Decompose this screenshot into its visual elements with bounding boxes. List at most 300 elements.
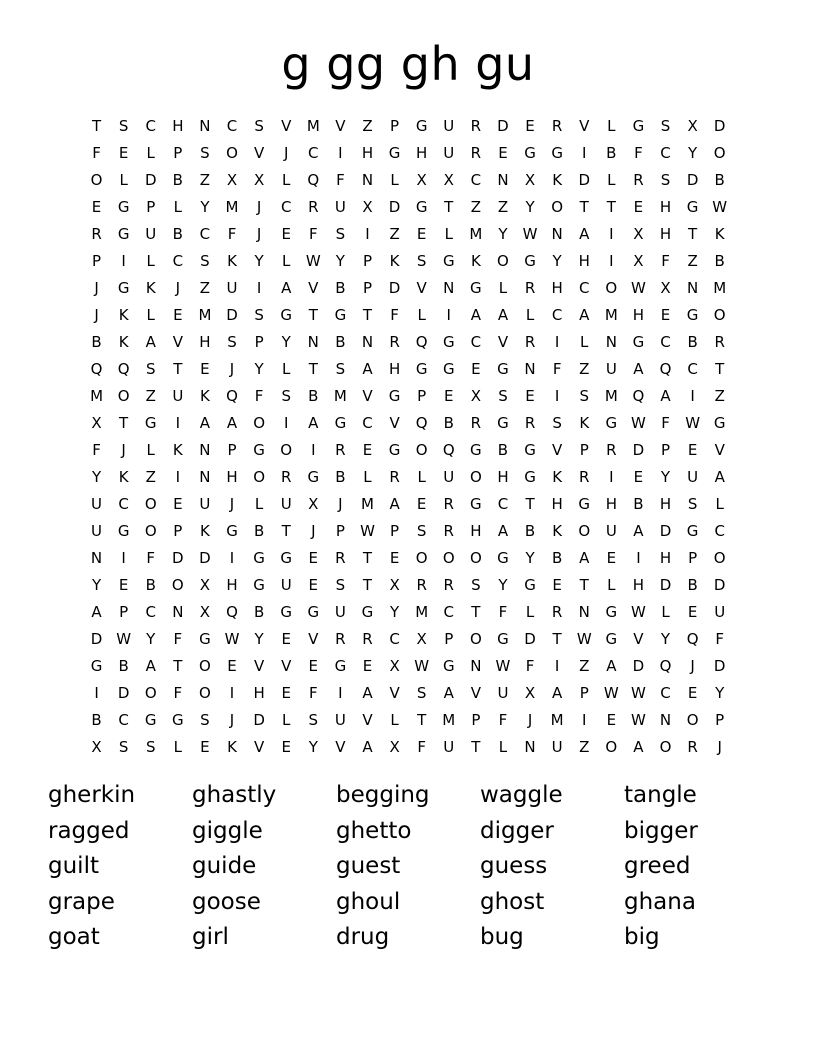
grid-letter: H (659, 495, 672, 513)
grid-letter: O (415, 441, 428, 459)
grid-letter: H (388, 360, 401, 378)
grid-letter: U (687, 468, 699, 486)
word-list-item: ghoul (336, 888, 401, 915)
grid-letter: A (606, 657, 617, 675)
grid-row (83, 707, 735, 734)
grid-letter: G (415, 360, 428, 378)
grid-letter: G (388, 387, 401, 405)
grid-letter: E (687, 684, 698, 702)
grid-letter: L (282, 711, 291, 729)
grid-letter: R (470, 144, 482, 162)
grid-letter: G (524, 441, 536, 459)
grid-letter: W (631, 603, 646, 621)
grid-letter: M (415, 603, 429, 621)
grid-letter: F (173, 684, 183, 702)
grid-letter: Z (362, 117, 373, 135)
grid-letter: E (281, 738, 291, 756)
grid-letter: G (117, 279, 130, 297)
grid-letter: N (470, 657, 482, 675)
grid-letter: Y (254, 360, 264, 378)
grid-letter: N (524, 360, 536, 378)
grid-letter: G (632, 117, 645, 135)
grid-letter: Z (497, 198, 509, 216)
word-list-item: guest (336, 853, 401, 879)
grid-letter: X (91, 738, 102, 756)
grid-letter: C (199, 225, 211, 243)
grid-letter: E (308, 549, 319, 567)
grid-letter: B (687, 576, 698, 594)
grid-letter: G (334, 306, 347, 324)
grid-letter: D (388, 279, 401, 297)
grid-letter: G (497, 549, 509, 567)
word-list-item: tangle (624, 782, 697, 808)
grid-letter: L (282, 252, 291, 270)
grid-letter: S (471, 576, 481, 594)
grid-letter: C (118, 711, 129, 729)
grid-letter: G (117, 198, 130, 216)
grid-letter: H (226, 576, 238, 594)
grid-letter: F (417, 738, 426, 756)
grid-letter: D (144, 171, 157, 189)
grid-letter: R (524, 333, 536, 351)
grid-letter: C (660, 144, 671, 162)
grid-letter: F (552, 360, 562, 378)
grid-letter: G (388, 441, 401, 459)
grid-letter: C (470, 333, 482, 351)
grid-letter: R (443, 495, 454, 513)
grid-letter: C (226, 117, 238, 135)
grid-letter: B (335, 333, 346, 351)
grid-letter: C (145, 603, 156, 621)
grid-letter: O (90, 171, 103, 189)
grid-letter: G (713, 414, 726, 432)
word-list-item: ghetto (336, 817, 412, 844)
grid-letter: Z (714, 387, 725, 405)
grid-letter: A (579, 549, 590, 567)
grid-letter: T (91, 117, 102, 135)
grid-letter: P (688, 549, 698, 567)
grid-letter: X (389, 657, 400, 675)
grid-letter: G (686, 522, 699, 540)
grid-letter: U (334, 198, 346, 216)
grid-letter: V (281, 657, 292, 675)
grid-letter: Y (308, 738, 318, 756)
grid-letter: U (605, 360, 617, 378)
grid-letter: I (690, 387, 695, 405)
grid-letter: E (552, 576, 562, 594)
grid-letter: Y (254, 252, 264, 270)
grid-letter: G (144, 711, 157, 729)
grid-letter: H (253, 684, 265, 702)
grid-letter: P (579, 684, 589, 702)
grid-letter: T (525, 495, 535, 513)
grid-letter: P (119, 603, 129, 621)
word-list-item: girl (192, 924, 229, 950)
grid-letter: U (91, 495, 103, 513)
grid-letter: Q (686, 630, 699, 648)
grid-letter: G (253, 549, 265, 567)
grid-letter: G (144, 414, 157, 432)
grid-letter: M (713, 279, 727, 297)
grid-letter: C (172, 252, 184, 270)
grid-letter: M (550, 711, 564, 729)
grid-letter: U (226, 279, 238, 297)
grid-letter: O (605, 279, 618, 297)
grid-letter: U (172, 387, 184, 405)
grid-letter: B (714, 252, 725, 270)
grid-letter: I (256, 279, 262, 297)
grid-letter: O (469, 630, 482, 648)
grid-letter: L (607, 171, 616, 189)
word-list-item: guide (192, 853, 257, 879)
grid-letter: C (389, 630, 400, 648)
grid-letter: V (470, 684, 481, 702)
grid-letter: O (497, 252, 509, 270)
grid-letter: H (551, 279, 563, 297)
grid-letter: P (254, 333, 264, 351)
grid-letter: M (198, 306, 212, 324)
grid-letter: P (715, 711, 725, 729)
grid-letter: D (713, 576, 726, 594)
grid-letter: Y (91, 576, 102, 594)
grid-letter: S (145, 360, 156, 378)
grid-letter: I (582, 711, 587, 729)
grid-letter: A (145, 333, 156, 351)
word-list-item: greed (624, 853, 691, 879)
grid-letter: R (524, 279, 536, 297)
grid-letter: K (200, 522, 210, 540)
grid-letter: Z (199, 171, 211, 189)
grid-letter: Z (145, 468, 156, 486)
grid-letter: R (606, 441, 617, 459)
grid-letter: T (173, 360, 183, 378)
grid-letter: R (551, 117, 563, 135)
grid-letter: N (497, 171, 509, 189)
grid-letter: R (633, 171, 644, 189)
grid-letter: V (253, 738, 265, 756)
word-list-item: giggle (192, 817, 263, 844)
grid-letter: R (443, 576, 454, 594)
grid-row (83, 302, 735, 329)
grid-letter: D (388, 198, 401, 216)
grid-letter: B (524, 522, 536, 540)
word-list-item: ghastly (192, 782, 277, 808)
grid-letter: I (94, 684, 99, 702)
grid-row (83, 464, 735, 491)
grid-letter: X (362, 198, 373, 216)
grid-letter: B (118, 657, 129, 675)
grid-letter: D (199, 549, 211, 567)
grid-letter: N (199, 117, 211, 135)
grid-letter: B (606, 144, 617, 162)
grid-letter: I (554, 657, 560, 675)
grid-letter: O (171, 576, 184, 594)
grid-letter: E (633, 468, 644, 486)
grid-letter: H (226, 468, 238, 486)
grid-letter: S (335, 225, 346, 243)
grid-letter: L (390, 711, 399, 729)
grid-letter: W (712, 198, 728, 216)
grid-letter: V (281, 117, 292, 135)
grid-letter: S (335, 576, 346, 594)
grid-letter: B (714, 171, 725, 189)
grid-letter: F (390, 306, 399, 324)
grid-letter: A (308, 414, 319, 432)
grid-letter: E (200, 360, 210, 378)
grid-letter: E (471, 360, 481, 378)
grid-letter: X (389, 576, 400, 594)
grid-letter: G (280, 603, 293, 621)
grid-letter: V (633, 630, 644, 648)
grid-letter: S (579, 387, 589, 405)
grid-letter: A (633, 738, 644, 756)
word-list-item: drug (336, 924, 390, 950)
grid-letter: H (361, 144, 374, 162)
grid-letter: T (308, 306, 318, 324)
grid-letter: V (362, 387, 373, 405)
grid-letter: Z (145, 387, 156, 405)
grid-letter: I (175, 468, 181, 486)
grid-letter: A (633, 522, 644, 540)
word-list-item: bug (480, 924, 524, 950)
grid-letter: P (173, 522, 183, 540)
grid-letter: X (660, 279, 671, 297)
grid-letter: S (227, 333, 237, 351)
grid-row (83, 545, 735, 572)
grid-letter: O (144, 684, 157, 702)
grid-letter: Y (660, 468, 671, 486)
grid-letter: T (308, 360, 318, 378)
grid-letter: B (497, 441, 509, 459)
grid-letter: N (90, 549, 103, 567)
grid-letter: P (92, 252, 102, 270)
grid-letter: L (146, 306, 155, 324)
grid-letter: U (443, 117, 455, 135)
grid-letter: G (280, 306, 293, 324)
grid-letter: X (416, 630, 427, 648)
grid-letter: Y (389, 603, 400, 621)
grid-letter: E (660, 306, 671, 324)
grid-letter: A (497, 522, 509, 540)
grid-letter: S (335, 360, 346, 378)
grid-letter: G (524, 144, 536, 162)
grid-letter: I (338, 144, 343, 162)
grid-letter: I (365, 225, 370, 243)
grid-letter: S (200, 711, 210, 729)
grid-letter: Q (442, 441, 455, 459)
grid-letter: B (335, 468, 346, 486)
grid-row (83, 680, 735, 707)
grid-letter: B (253, 603, 265, 621)
grid-letter: R (308, 198, 319, 216)
grid-letter: O (117, 387, 130, 405)
grid-letter: A (145, 657, 156, 675)
grid-letter: N (361, 333, 374, 351)
grid-letter: Y (525, 198, 535, 216)
grid-letter: E (606, 711, 617, 729)
grid-letter: K (552, 468, 563, 486)
grid-letter: I (554, 387, 560, 405)
grid-letter: D (524, 630, 536, 648)
grid-letter: S (281, 387, 291, 405)
grid-letter: Y (688, 144, 698, 162)
grid-letter: W (522, 225, 538, 243)
grid-letter: H (172, 117, 184, 135)
grid-letter: U (280, 576, 292, 594)
grid-letter: O (686, 711, 699, 729)
grid-letter: G (551, 144, 563, 162)
grid-letter: M (90, 387, 104, 405)
grid-letter: T (362, 576, 373, 594)
grid-letter: H (659, 198, 672, 216)
grid-letter: D (172, 549, 184, 567)
grid-letter: L (498, 738, 508, 756)
grid-letter: H (632, 306, 645, 324)
grid-letter: G (226, 522, 238, 540)
grid-letter: T (715, 360, 725, 378)
grid-letter: L (146, 441, 155, 459)
grid-letter: G (334, 657, 347, 675)
grid-letter: P (146, 198, 156, 216)
grid-letter: Y (146, 630, 156, 648)
grid-letter: N (605, 333, 617, 351)
grid-letter: G (415, 198, 428, 216)
grid-letter: A (281, 279, 292, 297)
grid-letter: P (173, 144, 183, 162)
grid-letter: A (226, 414, 238, 432)
grid-letter: R (362, 630, 373, 648)
grid-row (83, 572, 735, 599)
grid-letter: Q (117, 360, 130, 378)
grid-letter: B (172, 171, 183, 189)
grid-letter: L (661, 603, 670, 621)
grid-letter: C (714, 522, 725, 540)
grid-letter: X (633, 252, 644, 270)
grid-letter: U (443, 468, 455, 486)
grid-letter: G (117, 225, 130, 243)
grid-row (83, 518, 735, 545)
word-list (48, 778, 768, 956)
grid-letter: L (607, 117, 616, 135)
grid-letter: I (311, 441, 316, 459)
grid-letter: N (199, 441, 211, 459)
grid-letter: M (225, 198, 239, 216)
grid-letter: Q (307, 171, 320, 189)
grid-letter: S (118, 117, 129, 135)
grid-letter: U (91, 522, 103, 540)
grid-letter: U (497, 684, 509, 702)
grid-letter: D (578, 171, 591, 189)
grid-letter: D (632, 441, 645, 459)
grid-letter: G (578, 495, 591, 513)
grid-letter: K (389, 252, 400, 270)
grid-letter: T (688, 225, 698, 243)
grid-letter: O (469, 468, 482, 486)
grid-letter: L (498, 279, 508, 297)
grid-letter: Q (415, 333, 428, 351)
grid-letter: B (145, 576, 156, 594)
grid-letter: V (362, 711, 373, 729)
grid-letter: A (633, 360, 644, 378)
grid-letter: T (579, 576, 589, 594)
grid-letter: T (552, 630, 562, 648)
grid-letter: Y (200, 198, 210, 216)
grid-letter: J (690, 657, 695, 675)
grid-letter: L (580, 333, 589, 351)
grid-letter: Y (254, 630, 264, 648)
grid-letter: L (119, 171, 128, 189)
grid-letter: X (226, 171, 238, 189)
grid-letter: A (199, 414, 211, 432)
grid-letter: B (91, 333, 102, 351)
grid-letter: A (497, 306, 509, 324)
grid-letter: A (389, 495, 400, 513)
grid-letter: Z (579, 360, 590, 378)
grid-letter: L (525, 603, 535, 621)
grid-letter: U (334, 711, 346, 729)
grid-letter: O (713, 549, 726, 567)
grid-letter: G (442, 657, 455, 675)
grid-letter: N (686, 279, 699, 297)
grid-letter: J (717, 738, 722, 756)
grid-letter: T (417, 711, 427, 729)
grid-letter: Q (632, 387, 645, 405)
grid-letter: Q (226, 387, 238, 405)
grid-letter: J (338, 495, 343, 513)
word-list-item: begging (336, 782, 430, 808)
grid-letter: B (633, 495, 644, 513)
grid-letter: L (363, 468, 372, 486)
grid-letter: E (227, 657, 237, 675)
grid-letter: L (254, 495, 264, 513)
grid-letter: L (417, 468, 426, 486)
grid-letter: A (579, 306, 590, 324)
grid-letter: V (253, 144, 265, 162)
grid-letter: G (524, 252, 536, 270)
grid-letter: Z (389, 225, 400, 243)
grid-letter: T (119, 414, 129, 432)
grid-letter: E (498, 144, 508, 162)
grid-letter: A (443, 684, 454, 702)
grid-letter: E (633, 198, 644, 216)
grid-letter: K (172, 441, 183, 459)
grid-letter: H (199, 333, 211, 351)
grid-row (83, 275, 735, 302)
grid-letter: D (632, 657, 645, 675)
grid-letter: O (713, 144, 726, 162)
grid-letter: C (118, 495, 129, 513)
grid-letter: B (172, 225, 183, 243)
grid-row (83, 734, 735, 761)
grid-letter: K (145, 279, 156, 297)
grid-letter: X (389, 738, 400, 756)
grid-letter: G (470, 441, 482, 459)
grid-letter: V (335, 738, 346, 756)
grid-letter: T (444, 198, 454, 216)
grid-letter: P (390, 522, 400, 540)
grid-letter: C (660, 333, 671, 351)
grid-letter: A (91, 603, 102, 621)
grid-letter: N (524, 738, 536, 756)
grid-letter: E (362, 441, 373, 459)
grid-letter: A (362, 738, 373, 756)
grid-letter: X (524, 684, 536, 702)
grid-letter: W (631, 414, 646, 432)
grid-row (83, 410, 735, 437)
grid-letter: J (256, 198, 262, 216)
grid-letter: Y (660, 630, 671, 648)
word-list-item: big (624, 924, 660, 950)
